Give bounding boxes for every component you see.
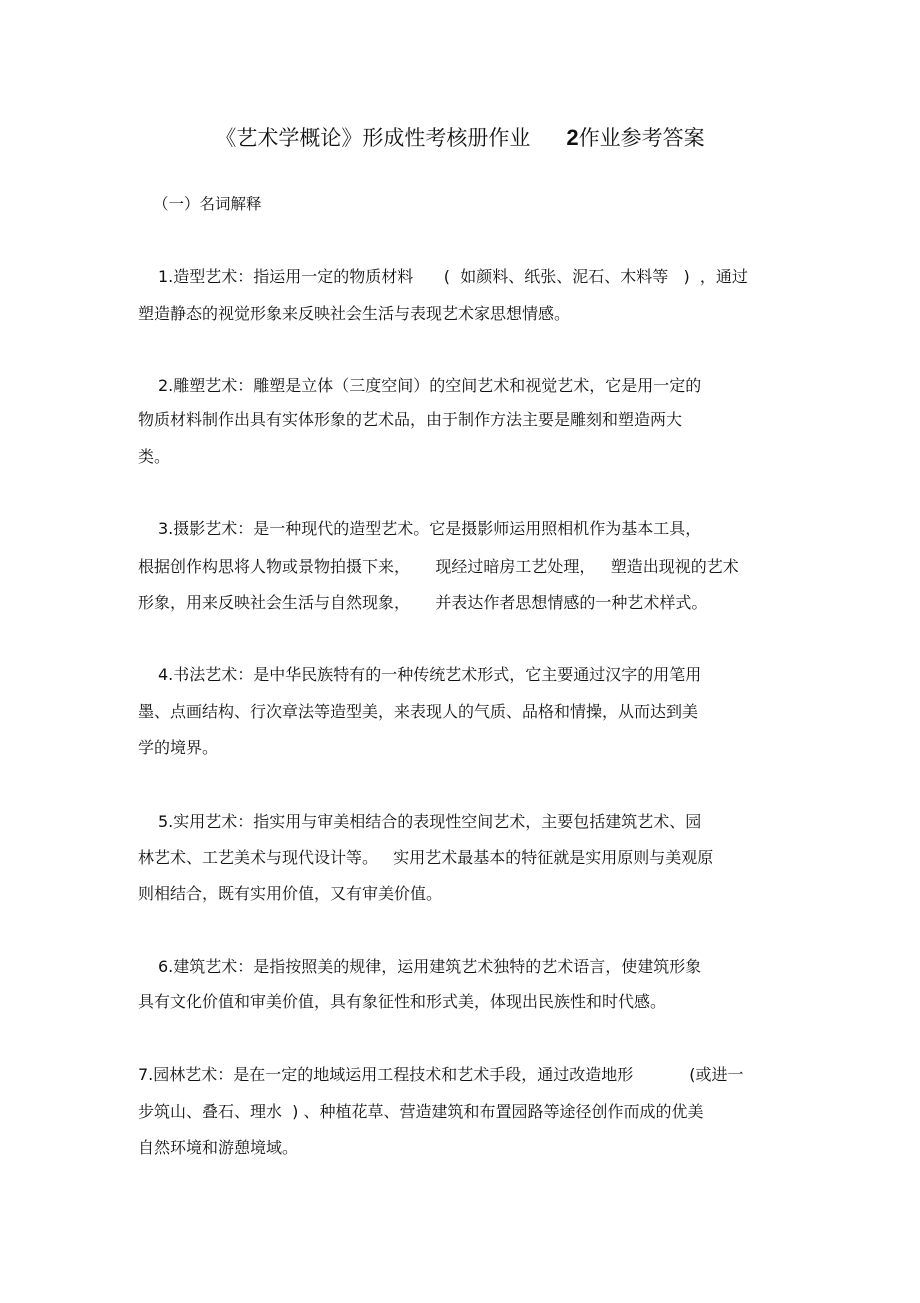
title-tail: 作业参考答案 bbox=[578, 126, 705, 150]
entry-7-line-3: 自然环境和游憩境域。 bbox=[138, 1138, 299, 1157]
entry-2-line-2: 物质材料制作出具有实体形象的艺术品，由于制作方法主要是雕刻和塑造两大 bbox=[138, 410, 683, 429]
entry-6-line-2: 具有文化价值和审美价值，具有象征性和形式美，体现出民族性和时代感。 bbox=[138, 992, 667, 1011]
entry-2-line-3: 类。 bbox=[138, 447, 171, 466]
entry-5-line-1: 5.实用艺术：指实用与审美相结合的表现性空间艺术，主要包括建筑艺术、园 bbox=[158, 812, 702, 831]
section-heading: （一）名词解释 bbox=[153, 195, 262, 213]
entry-1-line-1: 1.造型艺术：指运用一定的物质材料 ( 如颜料、纸张、泥石、木料等 ) ，通过 bbox=[158, 267, 748, 286]
entry-5-line-2: 林艺术、工艺美术与现代设计等。 实用艺术最基本的特征就是实用原则与美观原 bbox=[138, 848, 714, 867]
entry-1-line-2: 塑造静态的视觉形象来反映社会生活与表现艺术家思想情感。 bbox=[138, 304, 571, 323]
entry-4-line-2: 墨、点画结构、行次章法等造型美，来表现人的气质、品格和情操，从而达到美 bbox=[138, 702, 699, 721]
title-number: 2 bbox=[566, 125, 579, 150]
entry-4-line-1: 4.书法艺术：是中华民族特有的一种传统艺术形式，它主要通过汉字的用笔用 bbox=[158, 665, 702, 684]
entry-3-line-1: 3.摄影艺术：是一种现代的造型艺术。它是摄影师运用照相机作为基本工具， bbox=[158, 519, 702, 538]
entry-2-line-1: 2.雕塑艺术：雕塑是立体（三度空间）的空间艺术和视觉艺术，它是用一定的 bbox=[158, 376, 702, 395]
entry-3-line-3: 形象，用来反映社会生活与自然现象， 并表达作者思想情感的一种艺术样式。 bbox=[138, 593, 708, 612]
document-title bbox=[0, 124, 920, 152]
entry-7-line-2: 步筑山、叠石、理水 ) 、种植花草、营造建筑和布置园路等途径创作而成的优美 bbox=[138, 1102, 704, 1121]
entry-6-line-1: 6.建筑艺术：是指按照美的规律，运用建筑艺术独特的艺术语言，使建筑形象 bbox=[158, 957, 702, 976]
title-main: 《艺术学概论》形成性考核册作业 bbox=[215, 126, 531, 150]
entry-7-line-1: 7.园林艺术：是在一定的地域运用工程技术和艺术手段，通过改造地形 (或进一 bbox=[138, 1065, 744, 1084]
entry-4-line-3: 学的境界。 bbox=[138, 738, 219, 757]
entry-3-line-2: 根据创作构思将人物或景物拍摄下来， 现经过暗房工艺处理， 塑造出现视的艺术 bbox=[138, 557, 739, 576]
entry-5-line-3: 则相结合，既有实用价值，又有审美价值。 bbox=[138, 884, 443, 903]
